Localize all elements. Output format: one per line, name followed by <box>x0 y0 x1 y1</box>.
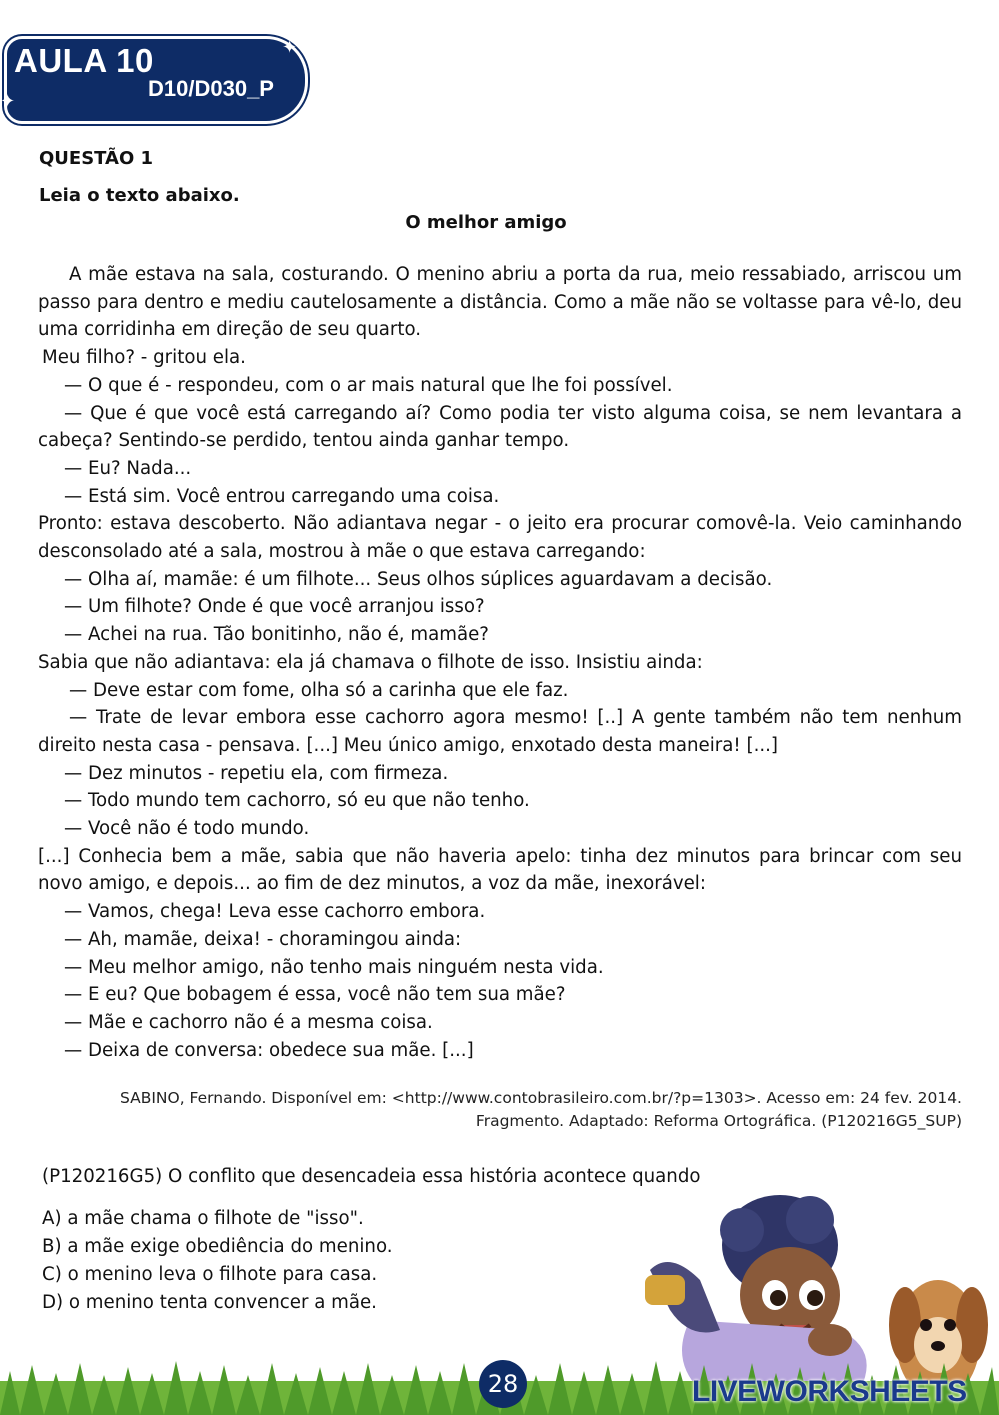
story-paragraph: A mãe estava na sala, costurando. O menino abriu a porta da rua, meio ressabiado, arriscou um passo para dentro e mediu cautelosamente a distância. Como a mãe não se voltasse para vê-lo, deu uma corridinha em direção de seu quarto. <box>38 264 962 341</box>
story-paragraph: — Está sim. Você entrou carregando uma coisa. <box>64 485 500 507</box>
story-paragraph: — Você não é todo mundo. <box>64 818 310 840</box>
source-citation <box>62 1087 962 1133</box>
star-icon: ✦ <box>0 91 16 112</box>
option-d[interactable]: D) o menino tenta convencer a mãe. <box>42 1292 377 1313</box>
story-paragraph: — Deixa de conversa: obedece sua mãe. [...] <box>64 1039 474 1061</box>
story-text <box>38 261 962 1064</box>
liveworksheets-logo: LIVEWORKSHEETS <box>692 1375 967 1408</box>
story-paragraph: Sabia que não adiantava: ela já chamava o filhote de isso. Insistiu ainda: <box>38 651 703 673</box>
page-number: 28 <box>479 1360 527 1408</box>
story-paragraph: — Mãe e cachorro não é a mesma coisa. <box>64 1011 433 1033</box>
story-paragraph: — Todo mundo tem cachorro, só eu que não tenho. <box>64 790 530 812</box>
option-b[interactable]: B) a mãe exige obediência do menino. <box>42 1236 393 1257</box>
story-paragraph: — Dez minutos - repetiu ela, com firmeza. <box>64 762 449 784</box>
story-paragraph: — O que é - respondeu, com o ar mais natural que lhe foi possível. <box>64 374 673 396</box>
option-a[interactable]: A) a mãe chama o filhote de "isso". <box>42 1208 364 1229</box>
answer-options <box>42 1205 393 1317</box>
lesson-code: D10/D030_P <box>148 76 274 101</box>
story-paragraph: Pronto: estava descoberto. Não adiantava negar - o jeito era procurar comovê-la. Veio caminhando desconsolado até a sala, mostrou à mãe o que estava carregando: <box>38 513 962 563</box>
option-c[interactable]: C) o menino leva o filhote para casa. <box>42 1264 378 1285</box>
story-paragraph: — Um filhote? Onde é que você arranjou isso? <box>64 596 485 618</box>
story-paragraph: — Eu? Nada... <box>64 457 192 479</box>
lesson-title: AULA 10 <box>14 42 154 79</box>
source-line: SABINO, Fernando. Disponível em: <http://www.contobrasileiro.com.br/?p=1303>. Acesso em: 24 fev. 2014. <box>119 1089 962 1107</box>
story-paragraph: — Deve estar com fome, olha só a carinha que ele faz. <box>69 679 569 701</box>
story-paragraph: — Meu melhor amigo, não tenho mais ninguém nesta vida. <box>64 956 604 978</box>
story-paragraph: — Trate de levar embora esse cachorro agora mesmo! [..] A gente também não tem nenhum direito nesta casa - pensava. [...] Meu único amigo, enxotado desta maneira! [...] <box>38 707 962 756</box>
story-paragraph: — Ah, mamãe, deixa! - choramingou ainda: <box>64 928 462 950</box>
source-line: Fragmento. Adaptado: Reforma Ortográfica. (P120216G5_SUP) <box>475 1112 962 1130</box>
instruction: Leia o texto abaixo. <box>39 185 240 206</box>
story-title: O melhor amigo <box>405 212 567 233</box>
story-paragraph: Meu filho? - gritou ela. <box>42 347 246 369</box>
story-paragraph: — Achei na rua. Tão bonitinho, não é, mamãe? <box>64 624 489 646</box>
story-paragraph: — Que é que você está carregando aí? Como podia ter visto alguma coisa, se nem levantara a cabeça? Sentindo-se perdido, tentou ainda ganhar tempo. <box>38 402 962 452</box>
question-prompt: (P120216G5) O conflito que desencadeia essa história acontece quando <box>42 1166 701 1187</box>
story-paragraph: [...] Conhecia bem a mãe, sabia que não haveria apelo: tinha dez minutos para brincar com seu novo amigo, e depois... ao fim de dez minutos, a voz da mãe, inexorável: <box>38 845 962 895</box>
question-label: QUESTÃO 1 <box>39 148 154 169</box>
story-paragraph: — E eu? Que bobagem é essa, você não tem sua mãe? <box>64 984 566 1006</box>
star-icon: ✦ <box>282 37 298 58</box>
story-paragraph: — Vamos, chega! Leva esse cachorro embora. <box>64 901 486 923</box>
story-paragraph: — Olha aí, mamãe: é um filhote... Seus olhos súplices aguardavam a decisão. <box>64 568 773 590</box>
